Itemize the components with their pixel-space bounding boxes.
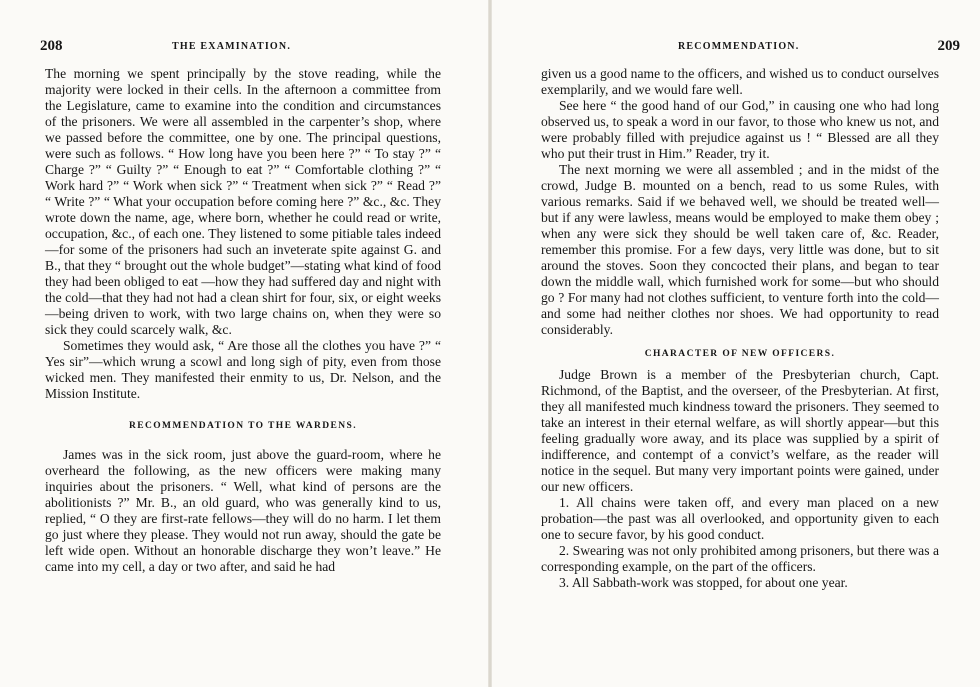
running-head-right: RECOMMENDATION. xyxy=(678,41,800,52)
list-item-1: 1. All chains were taken off, and every man placed on a new probation—the past was all overlooked, and opportunity given to each one to secure favor, by his good conduct. xyxy=(541,495,939,542)
section-heading-new-officers: CHARACTER OF NEW OFFICERS. xyxy=(644,349,836,359)
paragraph-continued: given us a good name to the officers, and wished us to conduct ourselves exemplarily, and we would fare well. xyxy=(541,66,939,97)
left-page-body xyxy=(45,66,441,575)
paragraph: The next morning we were all assembled ; and in the midst of the crowd, Judge B. mounted on a bench, read to us some Rules, with various remarks. Said if we behaved well, we should be treated well—but if any were lawless, means would be employed to make them obey ; when any were sick they should be well taken care of, &c. Reader, remember this promise. For a few days, very little was done, but to sit around the stoves. Soon they concocted their plans, and began to tear down the middle wall, which furnished work for some—but who should go ? For many had not clothes sufficient, to venture forth into the cold—and some had neither clothes nor shoes. We had opportunity to read considerably. xyxy=(541,162,939,337)
paragraph: Judge Brown is a member of the Presbyterian church, Capt. Richmond, of the Baptist, and the overseer, of the Presbyterian. At first, they all manifested much kindness toward the prisoners. They seemed to take an interest in their eternal welfare, as will shortly appear—but this feeling gradually wore away, and its place was supplied by a spirit of indifference, and contempt of a convict’s welfare, as the reader will notice in the sequel. But many very important points were gained, under our new officers. xyxy=(541,367,939,494)
right-page-header xyxy=(540,38,960,58)
section-heading-recommendation: RECOMMENDATION TO THE WARDENS. xyxy=(129,421,357,431)
left-page-header xyxy=(40,38,440,58)
list-item-2: 2. Swearing was not only prohibited among prisoners, but there was a corresponding example, on the part of the officers. xyxy=(541,543,939,574)
paragraph: James was in the sick room, just above the guard-room, where he overheard the following, as the new officers were making many inquiries about the prisoners. “ Well, what kind of persons are the abolitionists ?” Mr. B., an old guard, who was generally kind to us, replied, “ O they are first-rate fellows—they will do no harm. I let them go just where they please. They would not run away, should the gate be left wide open. Without an honorable discharge they won’t leave.” He came into my cell, a day or two after, and said he had xyxy=(45,447,441,574)
paragraph: The morning we spent principally by the stove reading, while the majority were locked in their cells. In the afternoon a committee from the Legislature, came to examine into the condition and circumstances of the prisoners. We were all assembled in the carpenter’s shop, where we passed before the committee, one by one. The principal questions, were such as follows. “ How long have you been here ?” “ To stay ?” “ Charge ?” “ Guilty ?” “ Enough to eat ?” “ Comfortable clothing ?” “ Work hard ?” “ Work when sick ?” “ Treatment when sick ?” “ Read ?” “ Write ?” “ What your occupation before coming here ?” &c., &c. They wrote down the name, age, where born, whether he could read or write, occupation, &c., of each one. They listened to some pitiable tales indeed—for some of the prisoners had such an inveterate spite against G. and B., that they “ brought out the whole budget”—stating what kind of food they had been obliged to eat —how they had suffered day and night with the cold—that they had not had a clean shirt for four, six, or eight weeks—being driven to work, with two large chains on, when they were so sick they could scarcely walk, &c. xyxy=(45,66,441,337)
running-head-left: THE EXAMINATION. xyxy=(172,41,292,52)
page-number-right: 209 xyxy=(937,38,960,54)
paragraph: Sometimes they would ask, “ Are those all the clothes you have ?” “ Yes sir”—which wrung a scowl and long sigh of pity, even from those wicked men. They manifested their enmity to us, Dr. Nelson, and the Mission Institute. xyxy=(45,338,441,401)
right-page-body xyxy=(541,66,939,591)
list-item-3: 3. All Sabbath-work was stopped, for about one year. xyxy=(559,575,848,590)
right-page xyxy=(490,0,980,687)
page-number-left: 208 xyxy=(40,38,63,54)
paragraph: See here “ the good hand of our God,” in causing one who had long observed us, to speak a word in our favor, to those who knew us not, and were probably filled with prejudice against us ! “ Blessed are all they who put their trust in Him.” Reader, try it. xyxy=(541,98,939,161)
